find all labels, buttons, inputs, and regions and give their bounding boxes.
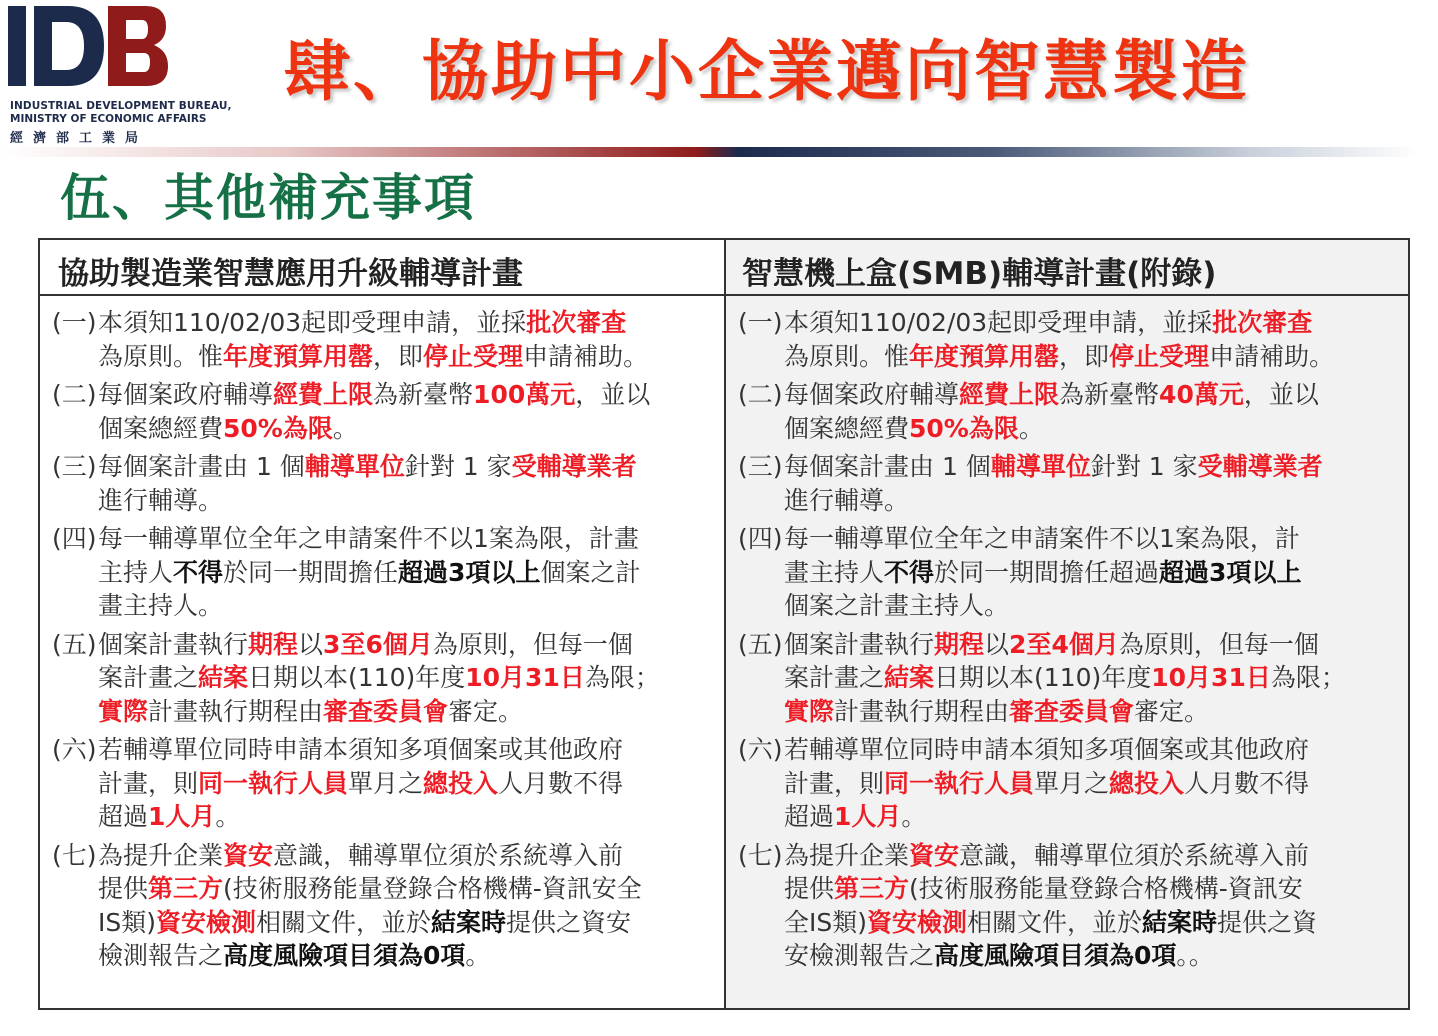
text-segment: 日期以本(110)年度 — [934, 663, 1152, 692]
right-item-4 — [738, 522, 1408, 623]
item-line — [98, 695, 724, 729]
text-segment: 人月數不得 — [498, 768, 624, 798]
item-line — [98, 412, 724, 446]
header-divider — [0, 147, 1420, 157]
highlight-segment: 50%為限 — [909, 413, 1019, 443]
left-column — [40, 240, 726, 1008]
item-line — [784, 695, 1408, 729]
item-line — [784, 378, 1408, 412]
highlight-segment: 資安 — [223, 840, 274, 870]
text-segment: 每個案政府輔導 — [98, 380, 274, 409]
right-item-7 — [738, 839, 1408, 973]
text-segment: 。 — [1018, 413, 1044, 443]
highlight-segment: 停止受理 — [1109, 341, 1210, 371]
text-segment: 提供 — [784, 874, 835, 903]
text-segment: 超過 — [784, 802, 835, 831]
left-item-4 — [52, 522, 724, 623]
text-segment: 每一輔導單位全年之申請案件不以1案為限，計 — [784, 524, 1300, 553]
text-segment: 為限； — [1270, 663, 1346, 692]
text-segment: 申請補助。 — [523, 341, 649, 371]
item-line — [98, 800, 724, 834]
item-line — [784, 800, 1408, 834]
main-title: 肆、協助中小企業邁向智慧製造 — [284, 33, 1250, 110]
text-segment: 個案總經費 — [98, 413, 224, 443]
text-segment: 安檢測報告之 — [784, 941, 935, 970]
highlight-segment: 輔導單位 — [990, 452, 1091, 481]
text-segment: 個案之計畫主持人。 — [784, 591, 1010, 620]
item-line — [784, 733, 1408, 767]
highlight-segment: 輔導單位 — [304, 452, 405, 481]
text-segment: 進行輔導。 — [784, 485, 910, 515]
highlight-segment: 總投入 — [423, 768, 499, 798]
text-segment: 於同一期間擔任超過 — [934, 557, 1160, 587]
highlight-segment: 資安檢測 — [867, 907, 968, 937]
highlight-segment: 經費上限 — [273, 380, 374, 409]
text-segment: 針對 1 家 — [404, 452, 512, 481]
text-segment: 相關文件，並於 — [967, 907, 1143, 937]
right-item-1 — [738, 306, 1408, 373]
item-line — [784, 556, 1408, 590]
item-line — [784, 839, 1408, 873]
right-column — [726, 240, 1408, 1008]
text-segment: 檢測報告之 — [98, 941, 224, 970]
highlight-segment: 10月31日 — [1151, 663, 1271, 692]
text-segment: 相關文件，並於 — [256, 907, 432, 937]
highlight-segment: 第三方 — [834, 874, 910, 903]
text-segment: 。 — [332, 413, 358, 443]
highlight-segment: 實際 — [98, 696, 149, 726]
text-segment: ，並以 — [1243, 380, 1319, 409]
left-item-6 — [52, 733, 724, 834]
left-item-7 — [52, 839, 724, 973]
item-prefix: (三) — [738, 452, 783, 481]
highlight-segment: 總投入 — [1109, 768, 1185, 798]
item-line — [784, 767, 1408, 801]
item-prefix: (六) — [52, 735, 97, 764]
item-prefix: (五) — [52, 629, 97, 659]
highlight-segment: 同一執行人員 — [884, 768, 1035, 798]
item-line — [98, 589, 724, 623]
highlight-segment: 1人月 — [148, 802, 216, 831]
text-segment: 若輔導單位同時申請本須知多項個案或其他政府 — [98, 735, 624, 764]
item-prefix: (四) — [52, 524, 97, 553]
item-line — [98, 661, 724, 695]
item-line — [98, 839, 724, 873]
left-item-list — [40, 296, 724, 973]
highlight-segment: 2至4個月 — [1009, 629, 1119, 659]
highlight-segment: 100萬元 — [473, 380, 576, 409]
text-segment: 提供之資 — [1217, 907, 1318, 937]
item-line — [98, 767, 724, 801]
item-prefix: (二) — [738, 380, 783, 409]
highlight-segment: 批次審查 — [1212, 308, 1313, 337]
text-segment: 為原則。惟 — [784, 341, 910, 371]
text-segment: 。 — [465, 941, 491, 970]
highlight-segment: 超過3項以上 — [398, 557, 541, 587]
text-segment: ，並以 — [575, 380, 651, 409]
item-prefix: (三) — [52, 452, 97, 481]
item-line — [98, 522, 724, 556]
text-segment: (技術服務能量登錄合格機構-資訊安 — [909, 874, 1303, 903]
text-segment: 每個案政府輔導 — [784, 380, 960, 409]
left-item-3 — [52, 450, 724, 517]
item-line — [98, 939, 724, 973]
logo-line-1: INDUSTRIAL DEVELOPMENT BUREAU, — [10, 100, 232, 112]
item-prefix: (六) — [738, 735, 783, 764]
text-segment: 意識，輔導單位須於系統導入前 — [959, 840, 1310, 870]
text-segment: 日期以本(110)年度 — [248, 663, 466, 692]
item-line — [784, 306, 1408, 340]
item-line — [98, 906, 724, 940]
item-line — [98, 872, 724, 906]
item-line — [784, 484, 1408, 518]
text-segment: 個案之計 — [540, 557, 641, 587]
left-item-2 — [52, 378, 724, 445]
text-segment: 。。 — [1176, 941, 1214, 970]
item-line — [784, 589, 1408, 623]
item-line — [98, 450, 724, 484]
right-item-2 — [738, 378, 1408, 445]
text-segment: 案計畫之 — [784, 663, 885, 692]
item-prefix: (四) — [738, 524, 783, 553]
text-segment: 於同一期間擔任 — [223, 557, 399, 587]
text-segment: 審定。 — [448, 696, 524, 726]
text-segment: 個案總經費 — [784, 413, 910, 443]
highlight-segment: 經費上限 — [959, 380, 1060, 409]
highlight-segment: 不得 — [884, 557, 935, 587]
highlight-segment: 批次審查 — [526, 308, 627, 337]
highlight-segment: 同一執行人員 — [198, 768, 349, 798]
item-line — [98, 628, 724, 662]
text-segment: 提供之資安 — [506, 907, 632, 937]
idb-logo — [8, 6, 232, 146]
text-segment: 以 — [984, 629, 1010, 659]
text-segment: 為原則。惟 — [98, 341, 224, 371]
highlight-segment: 結案 — [198, 663, 249, 692]
highlight-segment: 超過3項以上 — [1159, 557, 1302, 587]
text-segment: 為提升企業 — [98, 840, 224, 870]
text-segment: 若輔導單位同時申請本須知多項個案或其他政府 — [784, 735, 1310, 764]
item-prefix: (一) — [738, 308, 783, 337]
item-prefix: (七) — [52, 840, 97, 870]
text-segment: 全IS類) — [784, 907, 867, 937]
highlight-segment: 年度預算用罄 — [223, 341, 374, 371]
item-line — [784, 906, 1408, 940]
item-line — [98, 340, 724, 374]
text-segment: 提供 — [98, 874, 149, 903]
text-segment: 審定。 — [1134, 696, 1210, 726]
text-segment: 超過 — [98, 802, 149, 831]
highlight-segment: 實際 — [784, 696, 835, 726]
logo-line-3: 經濟部工業局 — [10, 131, 149, 146]
highlight-segment: 結案時 — [1142, 907, 1218, 937]
text-segment: ，即 — [1059, 341, 1110, 371]
text-segment: 個案計畫執行 — [98, 629, 249, 659]
item-prefix: (一) — [52, 308, 97, 337]
item-line — [784, 661, 1408, 695]
text-segment: 每個案計畫由 1 個 — [98, 452, 305, 481]
right-column-header: 智慧機上盒(SMB)輔導計畫(附錄) — [726, 240, 1408, 296]
text-segment: 計畫執行期程由 — [834, 696, 1010, 726]
text-segment: 為原則，但每一個 — [1118, 629, 1319, 659]
text-segment: 為新臺幣 — [1059, 380, 1160, 409]
right-item-list — [726, 296, 1408, 973]
left-column-header: 協助製造業智慧應用升級輔導計畫 — [40, 240, 724, 296]
highlight-segment: 審查委員會 — [323, 696, 449, 726]
item-line — [784, 522, 1408, 556]
item-prefix: (五) — [738, 629, 783, 659]
highlight-segment: 資安 — [909, 840, 960, 870]
highlight-segment: 資安檢測 — [156, 907, 257, 937]
highlight-segment: 不得 — [173, 557, 224, 587]
highlight-segment: 高度風險項目須為0項 — [223, 941, 466, 970]
highlight-segment: 受輔導業者 — [1197, 452, 1323, 481]
item-line — [98, 733, 724, 767]
text-segment: 每個案計畫由 1 個 — [784, 452, 991, 481]
highlight-segment: 10月31日 — [465, 663, 585, 692]
text-segment: 主持人 — [98, 557, 174, 587]
left-item-1 — [52, 306, 724, 373]
highlight-segment: 50%為限 — [223, 413, 333, 443]
text-segment: 。 — [215, 802, 241, 831]
item-prefix: (二) — [52, 380, 97, 409]
text-segment: 個案計畫執行 — [784, 629, 935, 659]
text-segment: 為新臺幣 — [373, 380, 474, 409]
highlight-segment: 結案時 — [431, 907, 507, 937]
text-segment: 。 — [901, 802, 927, 831]
item-line — [98, 556, 724, 590]
highlight-segment: 1人月 — [834, 802, 902, 831]
text-segment: IS類) — [98, 907, 156, 937]
right-item-3 — [738, 450, 1408, 517]
item-line — [784, 628, 1408, 662]
right-item-5 — [738, 628, 1408, 729]
highlight-segment: 年度預算用罄 — [909, 341, 1060, 371]
comparison-table — [38, 238, 1410, 1010]
highlight-segment: 審查委員會 — [1009, 696, 1135, 726]
text-segment: 為提升企業 — [784, 840, 910, 870]
logo-line-2: MINISTRY OF ECONOMIC AFFAIRS — [10, 113, 207, 125]
text-segment: (技術服務能量登錄合格機構-資訊安全 — [223, 874, 642, 903]
highlight-segment: 受輔導業者 — [511, 452, 637, 481]
text-segment: 計畫，則 — [784, 768, 885, 798]
text-segment: 本須知110/02/03起即受理申請，並採 — [98, 308, 527, 337]
text-segment: 為限； — [584, 663, 660, 692]
highlight-segment: 期程 — [248, 629, 299, 659]
text-segment: 計畫，則 — [98, 768, 199, 798]
text-segment: ，即 — [373, 341, 424, 371]
text-segment: 為原則，但每一個 — [432, 629, 633, 659]
highlight-segment: 結案 — [884, 663, 935, 692]
text-segment: 進行輔導。 — [98, 485, 224, 515]
right-item-6 — [738, 733, 1408, 834]
item-line — [784, 939, 1408, 973]
text-segment: 畫主持人 — [784, 557, 885, 587]
item-line — [98, 306, 724, 340]
highlight-segment: 高度風險項目須為0項 — [934, 941, 1177, 970]
item-line — [784, 450, 1408, 484]
text-segment: 每一輔導單位全年之申請案件不以1案為限，計畫 — [98, 524, 639, 553]
item-line — [784, 340, 1408, 374]
left-item-5 — [52, 628, 724, 729]
item-line — [98, 484, 724, 518]
item-prefix: (七) — [738, 840, 783, 870]
section-subtitle: 伍、其他補充事項 — [60, 169, 476, 227]
text-segment: 案計畫之 — [98, 663, 199, 692]
text-segment: 本須知110/02/03起即受理申請，並採 — [784, 308, 1213, 337]
text-segment: 人月數不得 — [1184, 768, 1310, 798]
highlight-segment: 40萬元 — [1159, 380, 1244, 409]
text-segment: 申請補助。 — [1209, 341, 1335, 371]
highlight-segment: 第三方 — [148, 874, 224, 903]
text-segment: 以 — [298, 629, 324, 659]
idb-logo-mark — [8, 6, 168, 90]
text-segment: 計畫執行期程由 — [148, 696, 324, 726]
item-line — [784, 872, 1408, 906]
text-segment: 針對 1 家 — [1090, 452, 1198, 481]
highlight-segment: 停止受理 — [423, 341, 524, 371]
highlight-segment: 期程 — [934, 629, 985, 659]
text-segment: 意識，輔導單位須於系統導入前 — [273, 840, 624, 870]
text-segment: 單月之 — [348, 768, 424, 798]
highlight-segment: 3至6個月 — [323, 629, 433, 659]
text-segment: 畫主持人。 — [98, 591, 224, 620]
item-line — [784, 412, 1408, 446]
text-segment: 單月之 — [1034, 768, 1110, 798]
item-line — [98, 378, 724, 412]
